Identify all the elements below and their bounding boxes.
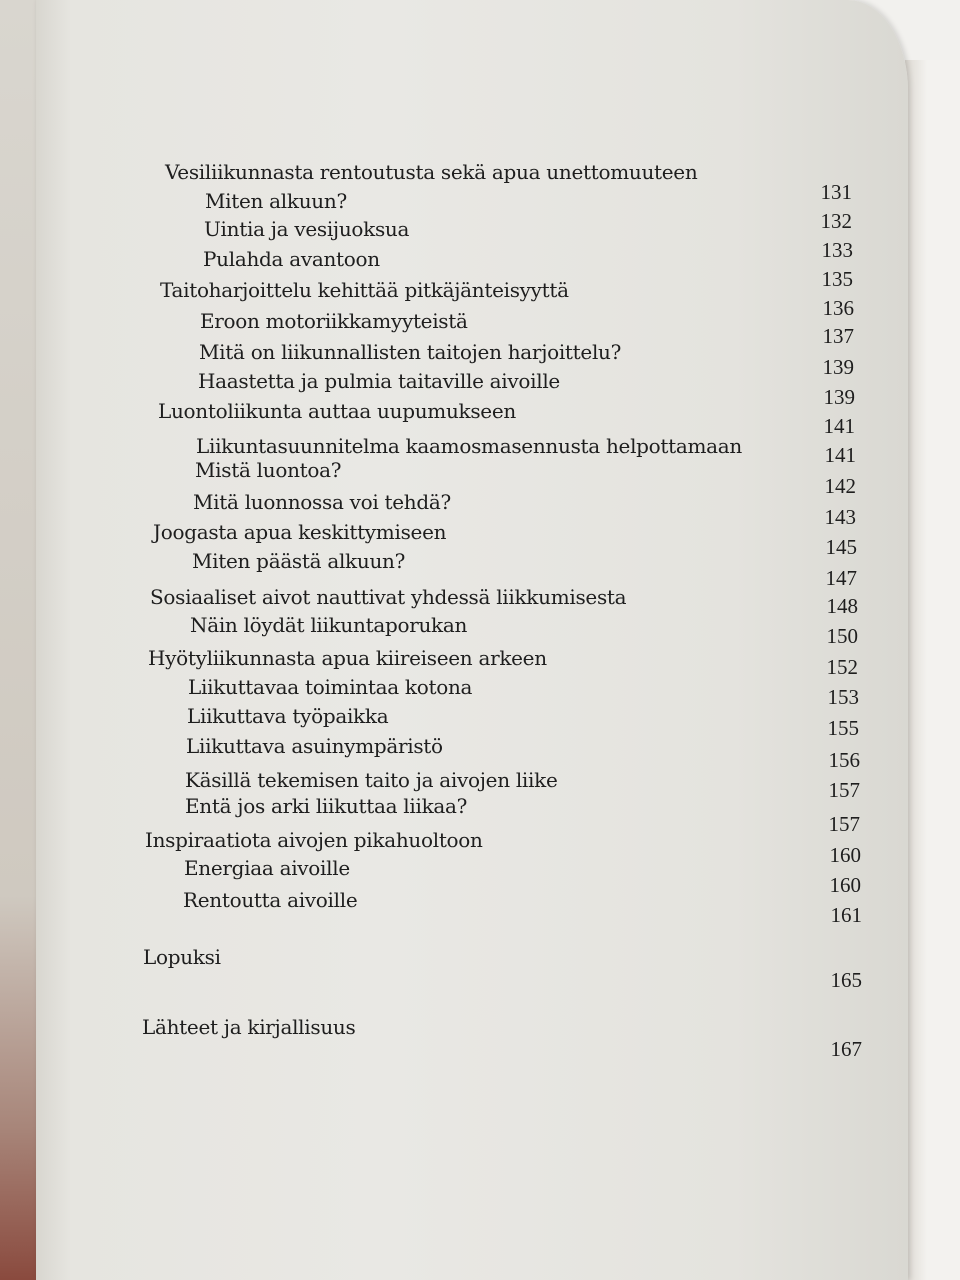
toc-entry-page-number: 152 — [826, 655, 858, 679]
toc-entry-title: Mistä luontoa? — [195, 458, 342, 482]
book-page — [36, 0, 908, 1280]
toc-entry-page-number: 165 — [830, 968, 862, 992]
toc-entry-page-number: 157 — [828, 778, 860, 802]
toc-entry-page-number: 137 — [822, 324, 854, 348]
toc-entry-page-number: 133 — [821, 238, 853, 262]
toc-entry-title: Liikuttava työpaikka — [187, 704, 389, 728]
toc-entry-title: Luontoliikunta auttaa uupumukseen — [158, 399, 516, 423]
toc-entry-page-number: 136 — [822, 296, 854, 320]
toc-entry-title: Rentoutta aivoille — [183, 888, 358, 912]
toc-entry-title: Taitoharjoittelu kehittää pitkäjänteisyyttä — [160, 278, 569, 302]
toc-entry-page-number: 132 — [820, 209, 852, 233]
toc-entry-title: Mitä on liikunnallisten taitojen harjoittelu? — [199, 340, 622, 364]
toc-entry-page-number: 141 — [823, 414, 855, 438]
toc-entry-page-number: 150 — [826, 624, 858, 648]
toc-entry-title: Näin löydät liikuntaporukan — [190, 613, 468, 637]
toc-entry-title: Käsillä tekemisen taito ja aivojen liike — [185, 768, 558, 792]
toc-entry-page-number: 160 — [829, 873, 861, 897]
toc-entry-page-number: 160 — [829, 843, 861, 867]
toc-entry-title: Entä jos arki liikuttaa liikaa? — [185, 794, 468, 818]
toc-entry-page-number: 131 — [820, 180, 852, 204]
toc-entry-page-number: 147 — [825, 566, 857, 590]
toc-entry-title: Miten päästä alkuun? — [192, 549, 406, 573]
toc-entry-page-number: 139 — [823, 385, 855, 409]
toc-entry-title: Inspiraatiota aivojen pikahuoltoon — [145, 828, 483, 852]
toc-entry-page-number: 161 — [830, 903, 862, 927]
left-page-edge — [0, 0, 40, 1280]
toc-entry-page-number: 141 — [824, 443, 856, 467]
toc-entry-title: Hyötyliikunnasta apua kiireiseen arkeen — [148, 646, 547, 670]
toc-entry-title: Eroon motoriikkamyyteistä — [200, 309, 468, 333]
toc-entry-title: Pulahda avantoon — [203, 247, 380, 271]
toc-entry-page-number: 153 — [827, 685, 859, 709]
toc-entry-title: Liikuttavaa toimintaa kotona — [188, 675, 473, 699]
toc-entry-page-number: 167 — [830, 1037, 862, 1061]
toc-entry-page-number: 142 — [824, 474, 856, 498]
toc-entry-page-number: 155 — [827, 716, 859, 740]
toc-entry-title: Energiaa aivoille — [184, 856, 350, 880]
toc-entry-page-number: 139 — [822, 355, 854, 379]
toc-entry-page-number: 145 — [825, 535, 857, 559]
toc-entry-page-number: 157 — [828, 812, 860, 836]
toc-entry-title: Miten alkuun? — [205, 189, 347, 213]
toc-entry-title: Liikuttava asuinympäristö — [186, 734, 443, 758]
toc-entry-title: Vesiliikunnasta rentoutusta sekä apua unettomuuteen — [165, 160, 698, 184]
toc-entry-page-number: 156 — [828, 748, 860, 772]
toc-entry-title: Mitä luonnossa voi tehdä? — [193, 490, 451, 514]
toc-entry-page-number: 148 — [826, 594, 858, 618]
toc-entry-title: Liikuntasuunnitelma kaamosmasennusta helpottamaan — [196, 434, 743, 458]
toc-entry-title: Lähteet ja kirjallisuus — [142, 1015, 356, 1039]
toc-entry-page-number: 135 — [821, 267, 853, 291]
toc-entry-title: Haastetta ja pulmia taitaville aivoille — [198, 369, 560, 393]
toc-entry-title: Joogasta apua keskittymiseen — [153, 520, 447, 544]
toc-entry-title: Uintia ja vesijuoksua — [204, 217, 410, 241]
toc-entry-title: Sosiaaliset aivot nauttivat yhdessä liikkumisesta — [150, 585, 627, 609]
toc-entry-page-number: 143 — [824, 505, 856, 529]
toc-entry-title: Lopuksi — [143, 945, 221, 969]
background-surface — [905, 60, 960, 1280]
